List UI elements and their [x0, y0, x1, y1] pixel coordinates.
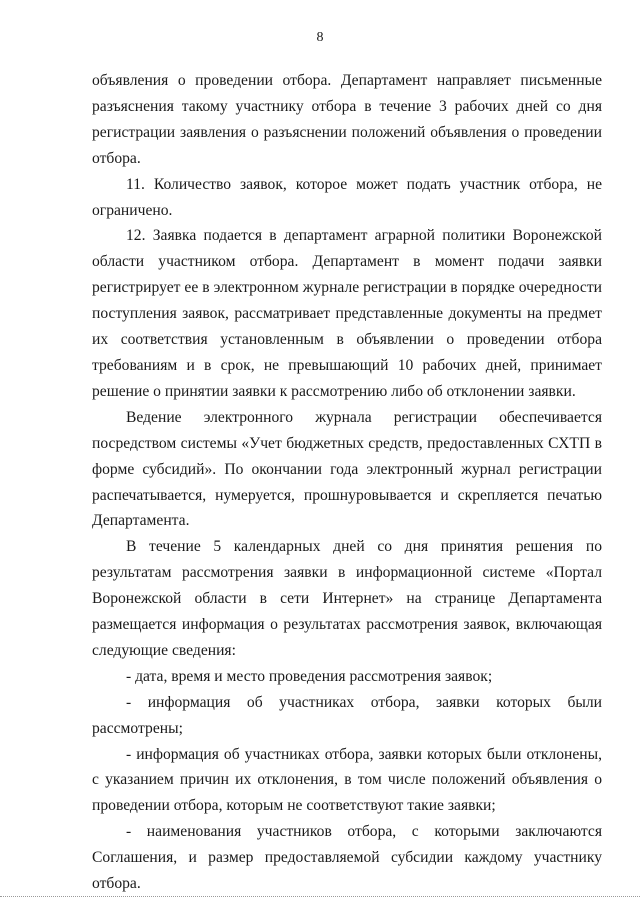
page-number: 8 [316, 30, 324, 45]
paragraph-results-publication: В течение 5 календарных дней со дня принятия решения по результатам рассмотрения заявки в информационной системе «Портал Воронежской области в сети Интернет» на странице Департамента размещается информация о результатах рассмотрения заявок, включающая следующие сведения: [92, 538, 602, 659]
list-item-agreement-participants: - наименования участников отбора, с которыми заключаются Соглашения, и размер предоставляемой субсидии каждому участнику отбора. [92, 823, 602, 893]
list-item-reviewed-participants: - информация об участниках отбора, заявки которых были рассмотрены; [92, 693, 602, 737]
bottom-divider [0, 896, 640, 897]
document-body [92, 68, 602, 897]
paragraph-item-12: 12. Заявка подается в департамент аграрной политики Воронежской области участником отбора. Департамент в момент подачи заявки регистрирует ее в электронном журнале регистрации в порядке очередности поступления заявок, рассматривает представленные документы на предмет их соответствия установленным в объявлении о проведении отбора требованиям и в срок, не превышающий 10 рабочих дней, принимает решение о принятии заявки к рассмотрению либо об отклонении заявки. [92, 227, 602, 400]
list-item-date-time-place: - дата, время и место проведения рассмотрения заявок; [126, 667, 493, 685]
paragraph-journal: Ведение электронного журнала регистрации обеспечивается посредством системы «Учет бюджетных средств, предоставленных СХТП в форме субсидий». По окончании года электронный журнал регистрации распечатывается, нумеруется, прошнуровывается и скрепляется печатью Департамента. [92, 408, 602, 530]
paragraph-clarification-end: объявления о проведении отбора. Департамент направляет письменные разъяснения такому участнику отбора в течение 3 рабочих дней со дня регистрации заявления о разъяснении положений объявления о проведении отбора. [92, 72, 602, 167]
list-item-rejected-participants: - информация об участниках отбора, заявки которых были отклонены, с указанием причин их отклонения, в том числе положений объявления о проведении отбора, которым не соответствуют такие заявки; [92, 745, 602, 815]
paragraph-item-11: 11. Количество заявок, которое может подать участник отбора, не ограничено. [92, 175, 602, 219]
